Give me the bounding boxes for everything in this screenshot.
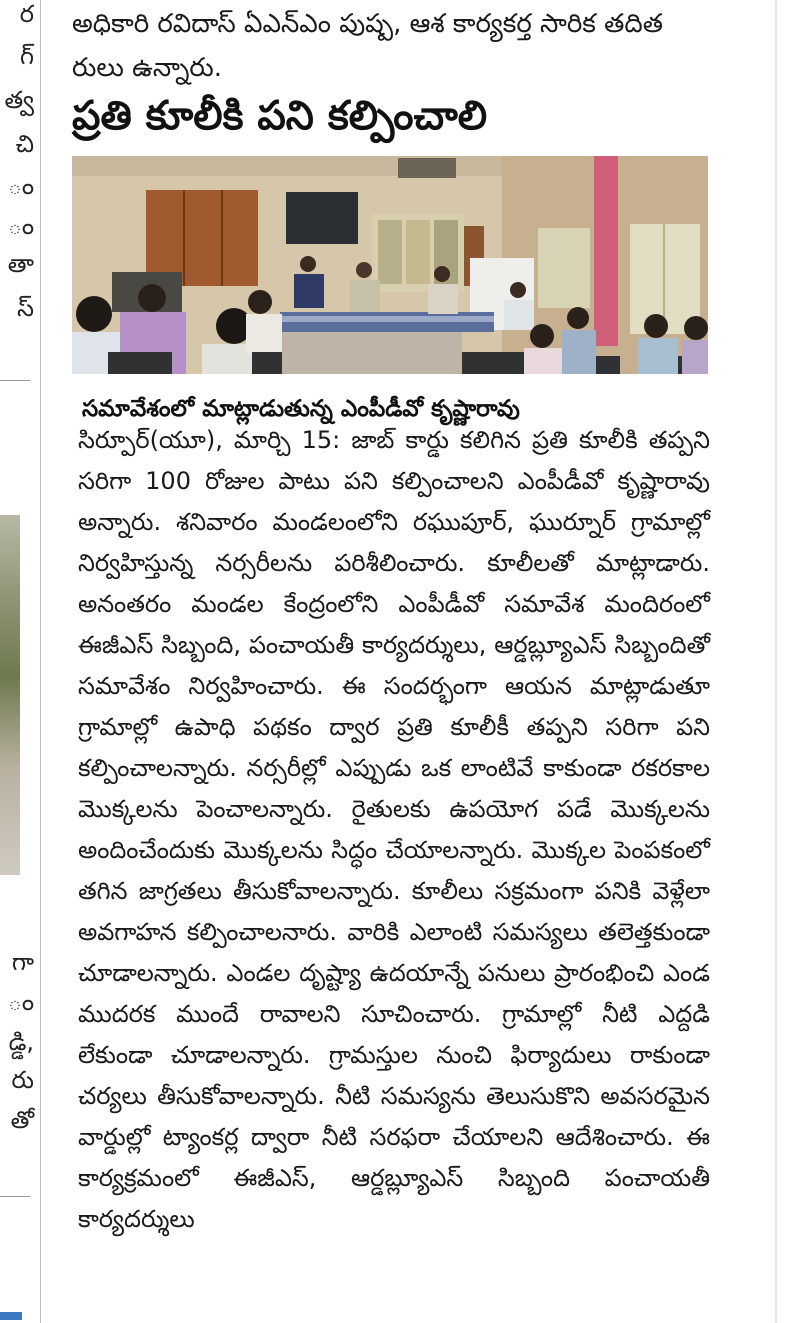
column-divider — [40, 0, 41, 1323]
adjacent-fragment: రు — [11, 1066, 34, 1094]
adjacent-fragment: గ్ — [20, 42, 34, 70]
meeting-photo — [72, 156, 708, 374]
adjacent-fragment: తో — [10, 1106, 34, 1134]
adjacent-rule — [0, 1196, 30, 1197]
adjacent-fragment: ం — [7, 988, 34, 1016]
adjacent-marker — [0, 1312, 22, 1320]
adjacent-fragment: త్వ — [4, 86, 34, 114]
adjacent-fragment: డ్డి, — [8, 1028, 34, 1056]
previous-article-ending: అధికారి రవిదాస్ ఏఎన్ఎం పుష్ప, ఆశ కార్యకర్త సారిక తదిత రులు ఉన్నారు. — [72, 9, 663, 83]
adjacent-fragment: తా — [7, 250, 34, 278]
article-headline: ప్రతి కూలీకి పని కల్పించాలి — [72, 93, 488, 139]
adjacent-fragment: గా — [11, 948, 34, 976]
page-edge — [775, 0, 777, 1323]
photo-caption: సమావేశంలో మాట్లాడుతున్న ఎంపీడీవో కృష్ణారావు — [82, 396, 520, 422]
adjacent-fragment: ం — [7, 212, 34, 240]
adjacent-photo — [0, 515, 20, 875]
adjacent-rule — [0, 380, 30, 381]
article-body: సిర్పూర్(యూ), మార్చి 15: జాబ్ కార్డు కలిగిన ప్రతి కూలీకి తప్పని సరిగా 100 రోజుల పాటు పని కల్పించాలని ఎంపీడీవో కృష్ణారావు అన్నారు. శనివారం మండలంలోని రఘుపూర్, ఘుర్నూర్ గ్రామాల్లో నిర్వహిస్తున్న నర్సరీలను పరిశీలించారు. కూలీలతో మాట్లాడారు. అనంతరం మండల కేంద్రంలోని ఎంపీడీవో సమావేశ మందిరంలో ఈజీఎస్ సిబ్బంది, పంచాయతీ కార్యదర్శులు, ఆర్డబ్ల్యూఎస్ సిబ్బందితో సమావేశం నిర్వహించారు. ఈ సందర్భంగా ఆయన మాట్లాడుతూ గ్రామాల్లో ఉపాధి పథకం ద్వార ప్రతి కూలీకీ తప్పని సరిగా పని కల్పించాలన్నారు. నర్సరీల్లో ఎప్పుడు ఒక లాంటివే కాకుండా రకరకాల మొక్కలను పెంచాలన్నారు. రైతులకు ఉపయోగ పడే మొక్కలను అందించేందుకు మొక్కలను సిద్ధం చేయాలన్నారు. మొక్కల పెంపకంలో తగిన జాగ్రతలు తీసుకోవాలన్నారు. కూలీలు సక్రమంగా పనికి వెళ్లేలా అవగాహన కల్పించాలనారు. వారికి ఎలాంటి సమస్యలు తలెత్తకుండా చూడాలన్నారు. ఎండల దృష్ట్యా ఉదయాన్నే పనులు ప్రారంభించి ఎండ ముదరక ముందే రావాలని సూచించారు. గ్రామాల్లో నీటి ఎద్దడి లేకుండా చూడాలన్నారు. గ్రామస్తుల నుంచి ఫిర్యాదులు రాకుండా చర్యలు తీసుకోవాలన్నారు. నీటి సమస్యను తెలుసుకొని అవసరమైన వార్డుల్లో ట్యాంకర్ల ద్వారా నీటి సరఫరా చేయాలని ఆదేశించారు. ఈ కార్యక్రమంలో ఈజీఎస్, ఆర్డబ్ల్యూఎస్ సిబ్బంది పంచాయతీ కార్యదర్శులు — [78, 426, 710, 1233]
adjacent-fragment: ర — [19, 0, 34, 28]
adjacent-column — [0, 0, 38, 1323]
adjacent-fragment: స్ — [17, 294, 34, 322]
adjacent-fragment: ం — [7, 172, 34, 200]
adjacent-fragment: చి — [15, 130, 34, 158]
